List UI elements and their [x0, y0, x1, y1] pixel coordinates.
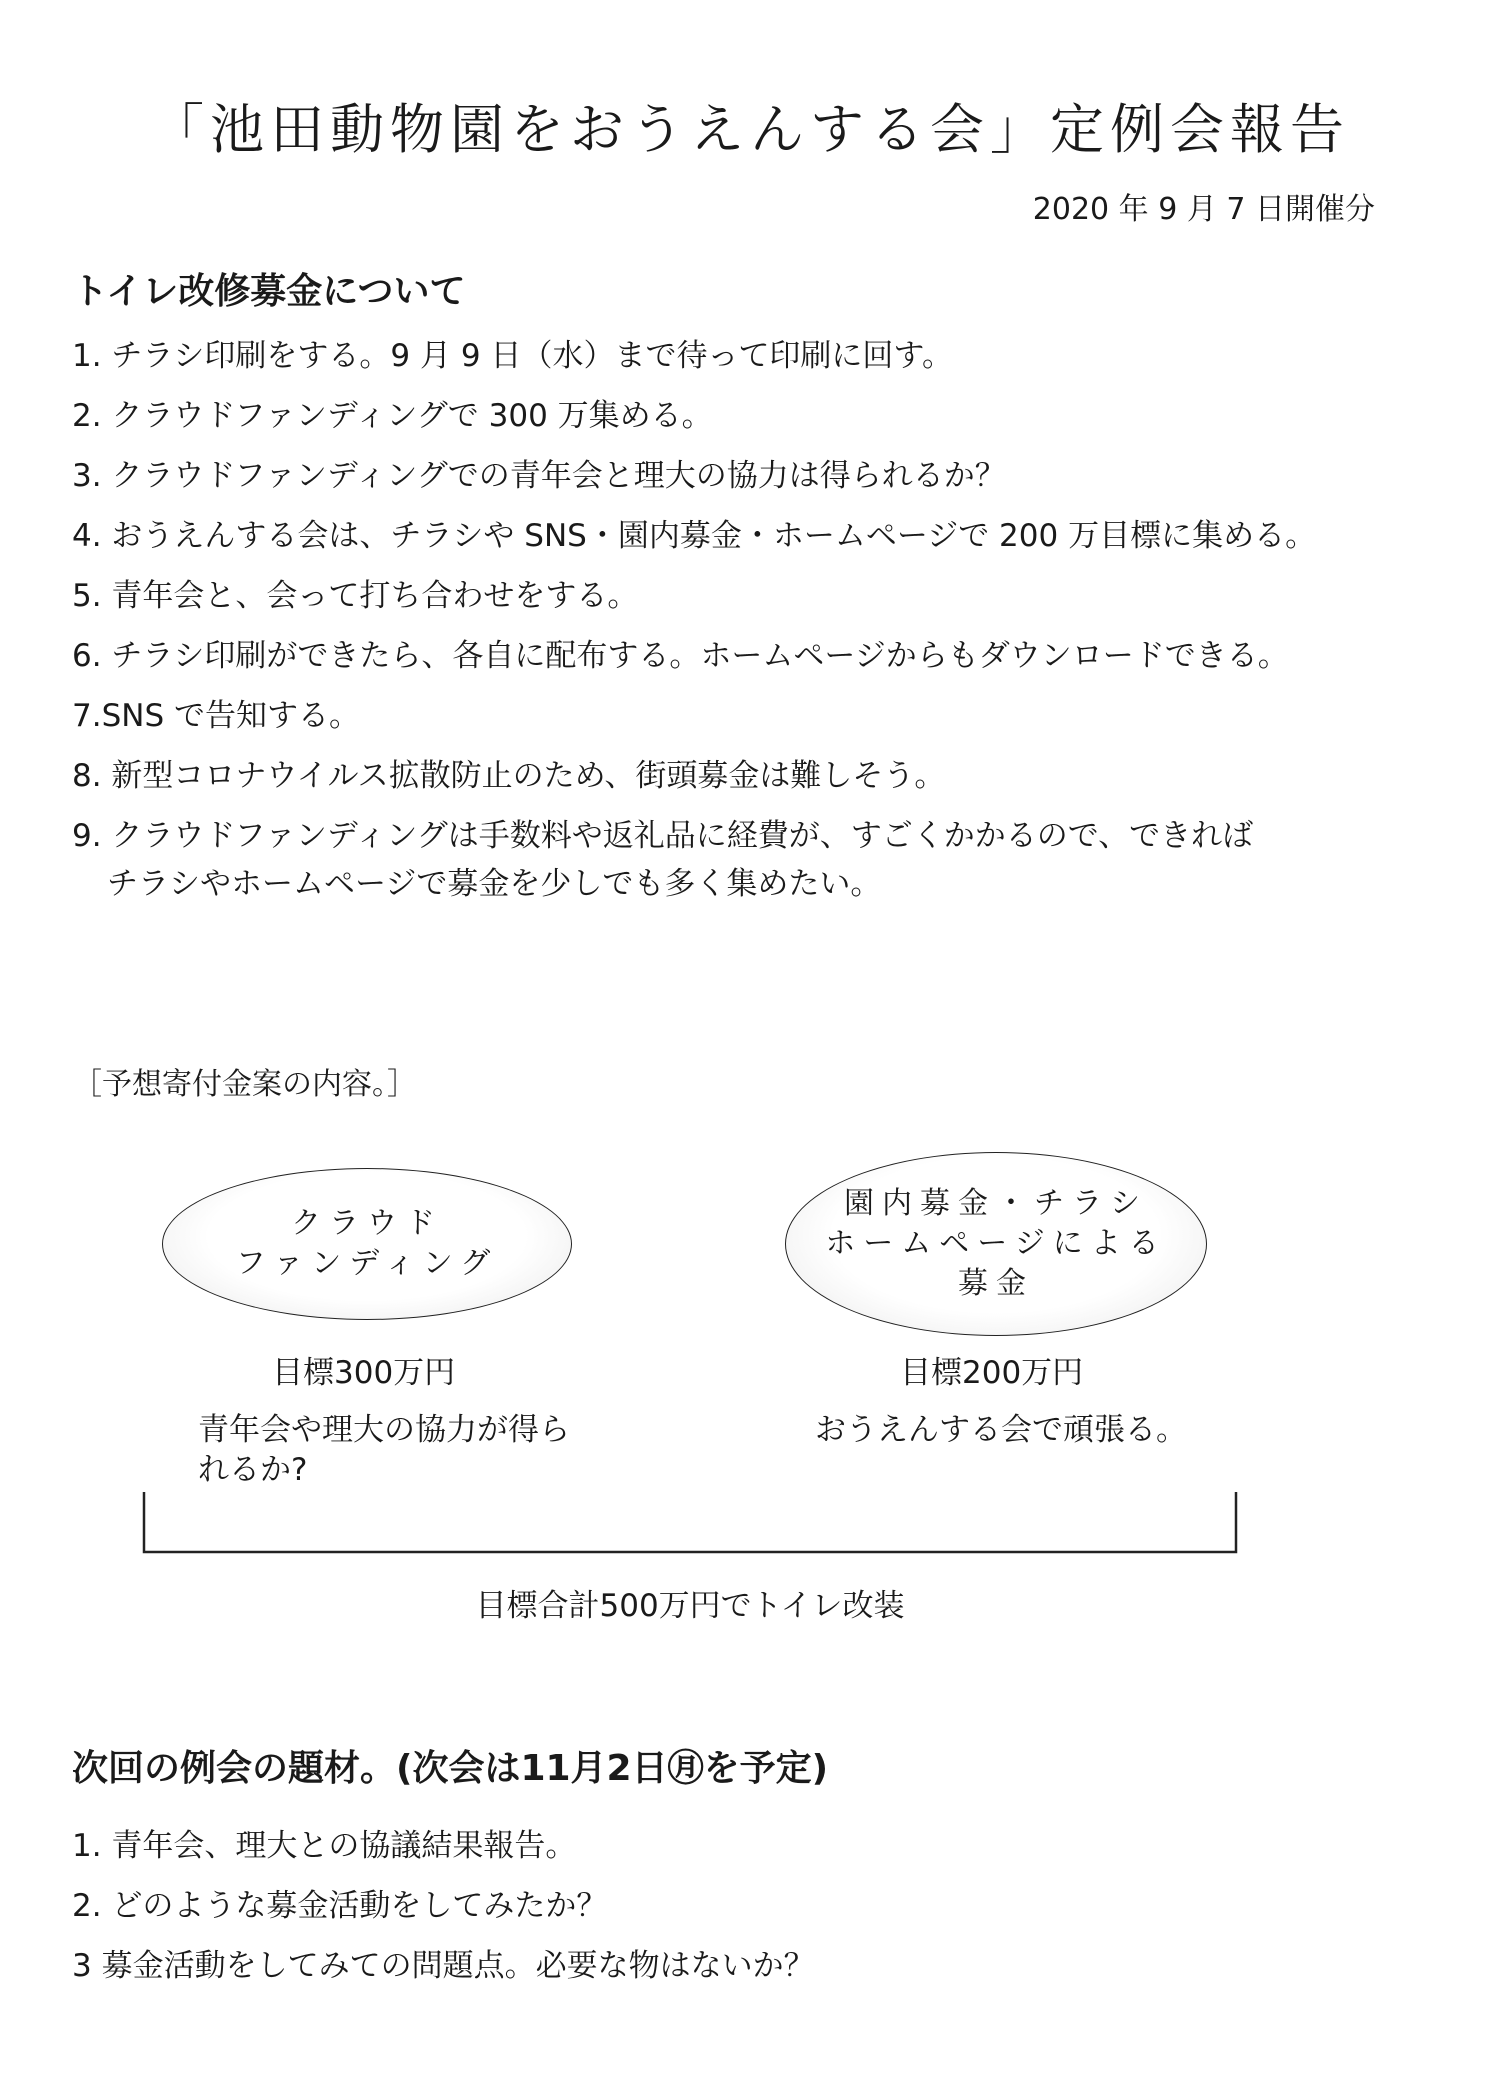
- onsite-fund-ellipse: [785, 1152, 1207, 1336]
- crowdfunding-note: 青年会や理大の協力が得られるか?: [198, 1412, 570, 1488]
- list-item: 6. チラシ印刷ができたら、各自に配布する。ホームページからもダウンロードできる。: [72, 638, 1289, 674]
- section-heading-toilet-fund: トイレ改修募金について: [72, 271, 466, 312]
- list-item: 2. クラウドファンディングで 300 万集める。: [72, 398, 713, 434]
- section-heading-next-meeting: 次回の例会の題材。(次会は11月2日㊊を予定): [72, 1748, 829, 1789]
- list-item: 4. おうえんする会は、チラシや SNS・園内募金・ホームページで 200 万目標に集める。: [72, 518, 1317, 554]
- crowdfunding-ellipse: [162, 1168, 572, 1320]
- crowdfunding-ellipse-text: クラウド ファンディング: [235, 1206, 499, 1281]
- list-item: 5. 青年会と、会って打ち合わせをする。: [72, 578, 639, 614]
- total-goal: 目標合計500万円でトイレ改装: [475, 1588, 905, 1624]
- onsite-fund-note: おうえんする会で頑張る。: [815, 1412, 1187, 1448]
- list-item: 1. チラシ印刷をする。9 月 9 日（水）まで待って印刷に回す。: [72, 338, 953, 374]
- list-item: 7.SNS で告知する。: [72, 698, 360, 734]
- list-item: 1. 青年会、理大との協議結果報告。: [72, 1828, 577, 1864]
- list-item: 3 募金活動をしてみての問題点。必要な物はないか？: [72, 1948, 815, 1984]
- next-meeting-list: [72, 1825, 1452, 2005]
- onsite-fund-ellipse-text: 園内募金・チラシ ホームページによる 募金: [825, 1186, 1167, 1301]
- page-title: 「池田動物園をおうえんする会」定例会報告: [150, 98, 1350, 161]
- list-item: 2. どのような募金活動をしてみたか？: [72, 1888, 608, 1924]
- onsite-fund-goal: 目標200万円: [900, 1355, 1084, 1391]
- crowdfunding-goal: 目標300万円: [272, 1355, 456, 1391]
- list-item: 8. 新型コロナウイルス拡散防止のため、街頭募金は難しそう。: [72, 758, 946, 794]
- list-item-continuation: チラシやホームページで募金を少しでも多く集めたい。: [107, 866, 882, 902]
- meeting-date: 2020 年 9 月 7 日開催分: [1032, 192, 1375, 227]
- total-bracket: [142, 1490, 1242, 1560]
- diagram-label: ［予想寄付金案の内容。］: [72, 1067, 417, 1102]
- list-item: 3. クラウドファンディングでの青年会と理大の協力は得られるか？: [72, 458, 1006, 494]
- list-item: 9. クラウドファンディングは手数料や返礼品に経費が、すごくかかるので、できれば: [72, 818, 1254, 854]
- toilet-fund-list: [72, 335, 1452, 923]
